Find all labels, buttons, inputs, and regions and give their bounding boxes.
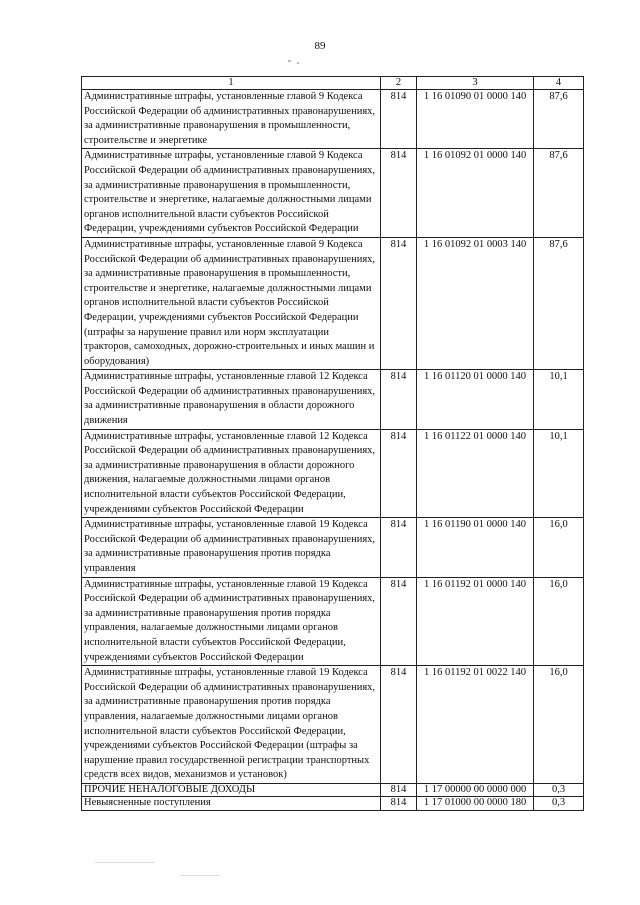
- budget-code: 1 16 01122 01 0000 140: [417, 429, 534, 518]
- table-row: [82, 666, 584, 784]
- revenue-name: Административные штрафы, установленные главой 12 Кодекса Российской Федерации об административных правонарушениях, за административные правонарушения в области дорожного движения: [82, 370, 381, 429]
- revenue-name: Административные штрафы, установленные главой 9 Кодекса Российской Федерации об административных правонарушениях, за административные правонарушения в промышленности, строительстве и энергетике, налагаемые должностными лицами органов исполнительной власти субъектов Российской Федерации, учреждениями субъектов Российской Федерации (штрафы за нарушение правил или норм эксплуатации тракторов, самоходных, дорожно-строительных и иных машин и оборудования): [82, 237, 381, 369]
- amount: 87,6: [534, 90, 584, 149]
- column-header: 4: [534, 77, 584, 90]
- table-row: [82, 429, 584, 518]
- admin-code: 814: [381, 237, 417, 369]
- admin-code: 814: [381, 797, 417, 811]
- amount: 87,6: [534, 149, 584, 238]
- scan-speck: [297, 62, 299, 64]
- amount: 0,3: [534, 797, 584, 811]
- table-row: [82, 237, 584, 369]
- budget-code: 1 17 01000 00 0000 180: [417, 797, 534, 811]
- scan-speck: [95, 862, 155, 863]
- budget-code: 1 17 00000 00 0000 000: [417, 783, 534, 797]
- revenue-name: Административные штрафы, установленные главой 9 Кодекса Российской Федерации об административных правонарушениях, за административные правонарушения в промышленности, строительстве и энергетике: [82, 90, 381, 149]
- admin-code: 814: [381, 90, 417, 149]
- revenue-name: Административные штрафы, установленные главой 19 Кодекса Российской Федерации об административных правонарушениях, за административные правонарушения против порядка управления, налагаемые должностными лицами органов исполнительной власти субъектов Российской Федерации, учреждениями субъектов Российской Федерации: [82, 577, 381, 666]
- budget-code: 1 16 01092 01 0003 140: [417, 237, 534, 369]
- admin-code: 814: [381, 149, 417, 238]
- admin-code: 814: [381, 666, 417, 784]
- budget-code: 1 16 01090 01 0000 140: [417, 90, 534, 149]
- table-row: [82, 783, 584, 797]
- budget-code: 1 16 01120 01 0000 140: [417, 370, 534, 429]
- column-header: 2: [381, 77, 417, 90]
- admin-code: 814: [381, 577, 417, 666]
- table-row: [82, 797, 584, 811]
- table-row: [82, 149, 584, 238]
- table-row: [82, 90, 584, 149]
- revenue-name: Административные штрафы, установленные главой 19 Кодекса Российской Федерации об административных правонарушениях, за административные правонарушения против порядка управления: [82, 518, 381, 577]
- scan-speck: [288, 60, 291, 62]
- revenue-name: Невыясненные поступления: [82, 797, 381, 811]
- admin-code: 814: [381, 370, 417, 429]
- column-header: 3: [417, 77, 534, 90]
- budget-code: 1 16 01092 01 0000 140: [417, 149, 534, 238]
- budget-code: 1 16 01192 01 0022 140: [417, 666, 534, 784]
- amount: 16,0: [534, 577, 584, 666]
- revenue-name: ПРОЧИЕ НЕНАЛОГОВЫЕ ДОХОДЫ: [82, 783, 381, 797]
- column-header: 1: [82, 77, 381, 90]
- admin-code: 814: [381, 783, 417, 797]
- budget-code: 1 16 01190 01 0000 140: [417, 518, 534, 577]
- amount: 0,3: [534, 783, 584, 797]
- page-number: 89: [314, 40, 326, 52]
- table-row: [82, 518, 584, 577]
- revenue-name: Административные штрафы, установленные главой 19 Кодекса Российской Федерации об административных правонарушениях, за административные правонарушения против порядка управления, налагаемые должностными лицами органов исполнительной власти субъектов Российской Федерации, учреждениями субъектов Российской Федерации (штрафы за нарушение правил государственной регистрации транспортных средств всех видов, механизмов и установок): [82, 666, 381, 784]
- amount: 87,6: [534, 237, 584, 369]
- revenue-table: [81, 76, 584, 811]
- admin-code: 814: [381, 518, 417, 577]
- revenue-name: Административные штрафы, установленные главой 12 Кодекса Российской Федерации об административных правонарушениях, за административные правонарушения в области дорожного движения, налагаемые должностными лицами органов исполнительной власти субъектов Российской Федерации, учреждениями субъектов Российской Федерации: [82, 429, 381, 518]
- budget-code: 1 16 01192 01 0000 140: [417, 577, 534, 666]
- table-row: [82, 370, 584, 429]
- amount: 10,1: [534, 370, 584, 429]
- amount: 16,0: [534, 518, 584, 577]
- table-row: [82, 577, 584, 666]
- scan-speck: [180, 875, 220, 876]
- table-header-row: [82, 77, 584, 90]
- amount: 16,0: [534, 666, 584, 784]
- admin-code: 814: [381, 429, 417, 518]
- revenue-name: Административные штрафы, установленные главой 9 Кодекса Российской Федерации об административных правонарушениях, за административные правонарушения в промышленности, строительстве и энергетике, налагаемые должностными лицами органов исполнительной власти субъектов Российской Федерации, учреждениями субъектов Российской Федерации: [82, 149, 381, 238]
- amount: 10,1: [534, 429, 584, 518]
